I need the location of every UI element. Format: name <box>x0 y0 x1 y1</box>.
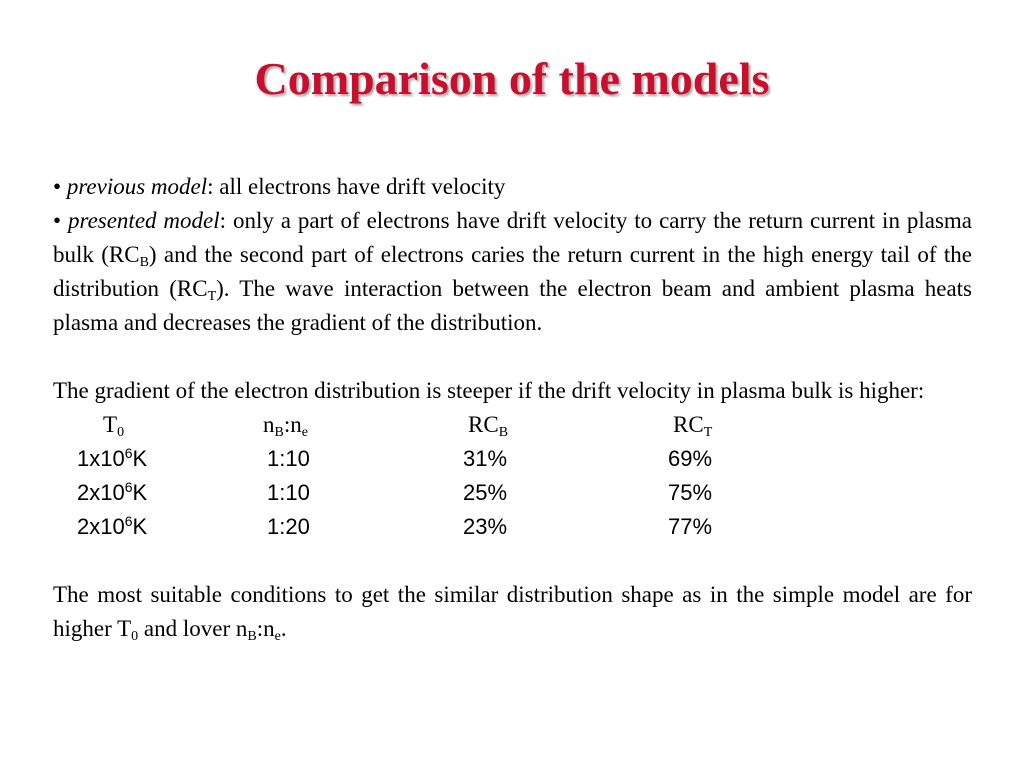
subscript: B <box>247 629 257 644</box>
bullet-marker: • <box>53 208 62 233</box>
bullet-text-1: : only a part of electrons have drift velocity to carry the return current in plasma bulk (RC <box>53 208 972 267</box>
table-row <box>53 476 972 510</box>
cell-ratio: 1:20 <box>267 514 310 539</box>
bullet-term: presented model <box>67 208 220 233</box>
cell-t0 <box>77 442 147 476</box>
cell-text: K <box>132 446 148 471</box>
cell-text: K <box>132 480 148 505</box>
cell-text: 2x10 <box>77 480 125 505</box>
superscript: 6 <box>124 445 133 461</box>
superscript: 6 <box>124 513 133 529</box>
cell-ratio: 1:10 <box>267 480 310 505</box>
table-header <box>53 408 972 442</box>
table-row <box>53 442 972 476</box>
slide-body <box>53 170 972 646</box>
table-row <box>53 510 972 544</box>
header-text: RC <box>673 412 704 437</box>
cell-text: K <box>132 514 148 539</box>
subscript: e <box>274 629 281 644</box>
header-text: :n <box>283 412 302 437</box>
bullet-text-3: ). The wave interaction between the electron beam and ambient plasma heats plasma and decreases the gradient of the distribution. <box>53 276 972 335</box>
cell-rct: 69% <box>668 446 713 471</box>
header-text: n <box>263 412 275 437</box>
superscript: 6 <box>124 479 133 495</box>
subscript: B <box>139 255 149 270</box>
cell-ratio: 1:10 <box>267 446 310 471</box>
cell-rcb: 31% <box>463 446 508 471</box>
bullet-marker: • <box>53 174 62 199</box>
header-rct <box>673 408 712 442</box>
cell-rcb: 25% <box>463 480 508 505</box>
subscript: 0 <box>117 425 125 440</box>
header-rcb <box>468 408 508 442</box>
header-t0 <box>103 408 124 442</box>
subscript: 0 <box>131 629 139 644</box>
bullet-text: all electrons have drift velocity <box>219 174 506 199</box>
subscript: T <box>703 425 713 440</box>
cell-rcb: 23% <box>463 514 508 539</box>
conclusion-text <box>53 578 972 646</box>
cell-rct: 75% <box>668 480 713 505</box>
slide-title: Comparison of the models <box>254 53 770 104</box>
bullet-previous-model <box>53 170 972 204</box>
bullet-text-2: ) and the second part of electrons caries the return current in the high energy tail of the distribution (RC <box>53 242 972 301</box>
cell-text: 2x10 <box>77 514 125 539</box>
bullet-term: previous model <box>66 174 208 199</box>
cell-t0 <box>77 476 147 510</box>
header-text: T <box>103 412 118 437</box>
subscript: T <box>207 289 217 304</box>
bullet-presented-model <box>53 204 972 340</box>
cell-text: 1x10 <box>77 446 125 471</box>
intro-text: The gradient of the electron distribution is steeper if the drift velocity in plasma bulk is higher: <box>53 378 925 403</box>
conclusion-part: . <box>280 616 287 641</box>
bullet-colon: : <box>207 174 214 199</box>
header-text: RC <box>468 412 499 437</box>
conclusion-part: :n <box>256 616 275 641</box>
cell-t0 <box>77 510 147 544</box>
subscript: e <box>301 425 308 440</box>
subscript: B <box>498 425 509 440</box>
conclusion-part: and lover n <box>138 616 248 641</box>
header-ratio <box>263 408 308 442</box>
conclusion-part: The most suitable conditions to get the similar distribution shape as in the simple model are for higher T <box>53 582 972 641</box>
subscript: B <box>274 425 284 440</box>
cell-rct: 77% <box>668 514 713 539</box>
